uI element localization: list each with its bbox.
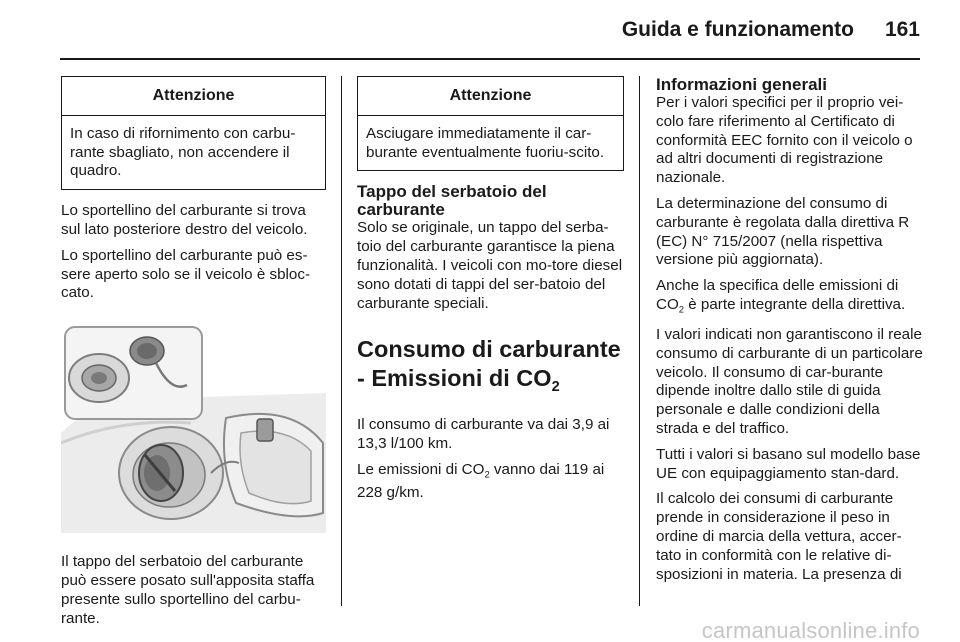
warning-box: [61, 76, 326, 190]
paragraph: Lo sportellino del carburante si trova sul lato posteriore destro del veicolo.: [61, 202, 308, 238]
column-2: [357, 76, 624, 510]
fuel-filler-flap-illustration: [61, 323, 326, 533]
paragraph: I valori indicati non garantiscono il reale consumo di carburante di un particolare veicolo. Il consumo di car-burante dipende inoltre dallo stile di guida personale e dalle condizioni della strada e del traffico.: [656, 326, 923, 438]
text-run: Le emissioni di CO: [357, 461, 485, 479]
watermark: carmanualsonline.info: [701, 618, 920, 642]
text-run: Anche la specifica delle emissioni di CO: [656, 277, 899, 313]
paragraph: Solo se originale, un tappo del serba-toio del carburante garantisce la piena funzionalità. I veicoli con mo-tore diesel sono dotati di tappi del ser-batoio del carburante speciali.: [357, 219, 623, 312]
subscript: 2: [551, 379, 560, 396]
text-run: è parte integrante della direttiva.: [684, 295, 906, 313]
page-number: 161: [884, 18, 920, 41]
warning-box: [357, 76, 624, 171]
paragraph: Per i valori specifici per il proprio vei-colo fare riferimento al Certificato di conformità EEC fornito con il veicolo o ad altri documenti di registrazione nazionale.: [656, 94, 913, 187]
paragraph: [656, 277, 924, 319]
header-rule: [60, 58, 920, 60]
subscript: 2: [484, 468, 490, 480]
header-title: Guida e funzionamento: [621, 18, 854, 41]
paragraph: Il consumo di carburante va dai 3,9 ai 13,3 l/100 km.: [357, 416, 610, 453]
paragraph: La determinazione del consumo di carburante è regolata dalla direttiva R (EC) N° 715/2007 (nella rispettiva versione più aggiornata).: [656, 194, 910, 269]
column-3: [656, 76, 924, 591]
heading-text: Consumo di carburante - Emissioni di CO: [357, 336, 621, 392]
warning-title: Attenzione: [62, 77, 325, 116]
figure-caption: Il tappo del serbatoio del carburante può essere posato sull'apposita staffa presente sullo sportellino del carbu-rante.: [61, 553, 315, 627]
paragraph: Tutti i valori si basano sul modello base UE con equipaggiamento stan-dard.: [656, 445, 921, 482]
paragraph: Lo sportellino del carburante può es-sere aperto solo se il veicolo è sbloc-cato.: [61, 246, 311, 302]
column-divider-1: [341, 76, 342, 606]
column-divider-2: [639, 76, 640, 606]
warning-title: Attenzione: [358, 77, 623, 116]
warning-text: Asciugare immediatamente il car-burante eventualmente fuoriu-scito.: [366, 124, 605, 161]
subscript: 2: [678, 303, 685, 315]
column-1: [61, 76, 326, 635]
text-run: vanno dai 119 ai 228 g/km.: [357, 461, 605, 502]
warning-text: In caso di rifornimento con carbu-rante sbagliato, non accendere il quadro.: [70, 124, 296, 180]
section-heading: Tappo del serbatoio del carburante: [357, 182, 547, 220]
section-heading: Informazioni generali: [656, 75, 827, 94]
section-heading: [357, 335, 624, 402]
paragraph: Il calcolo dei consumi di carburante prende in considerazione il peso in ordine di marcia della vettura, accer-tato in conformità con le relative di-sposizioni in materia. La presenza di: [656, 490, 902, 583]
page-header: [0, 0, 960, 62]
paragraph: [357, 461, 624, 503]
